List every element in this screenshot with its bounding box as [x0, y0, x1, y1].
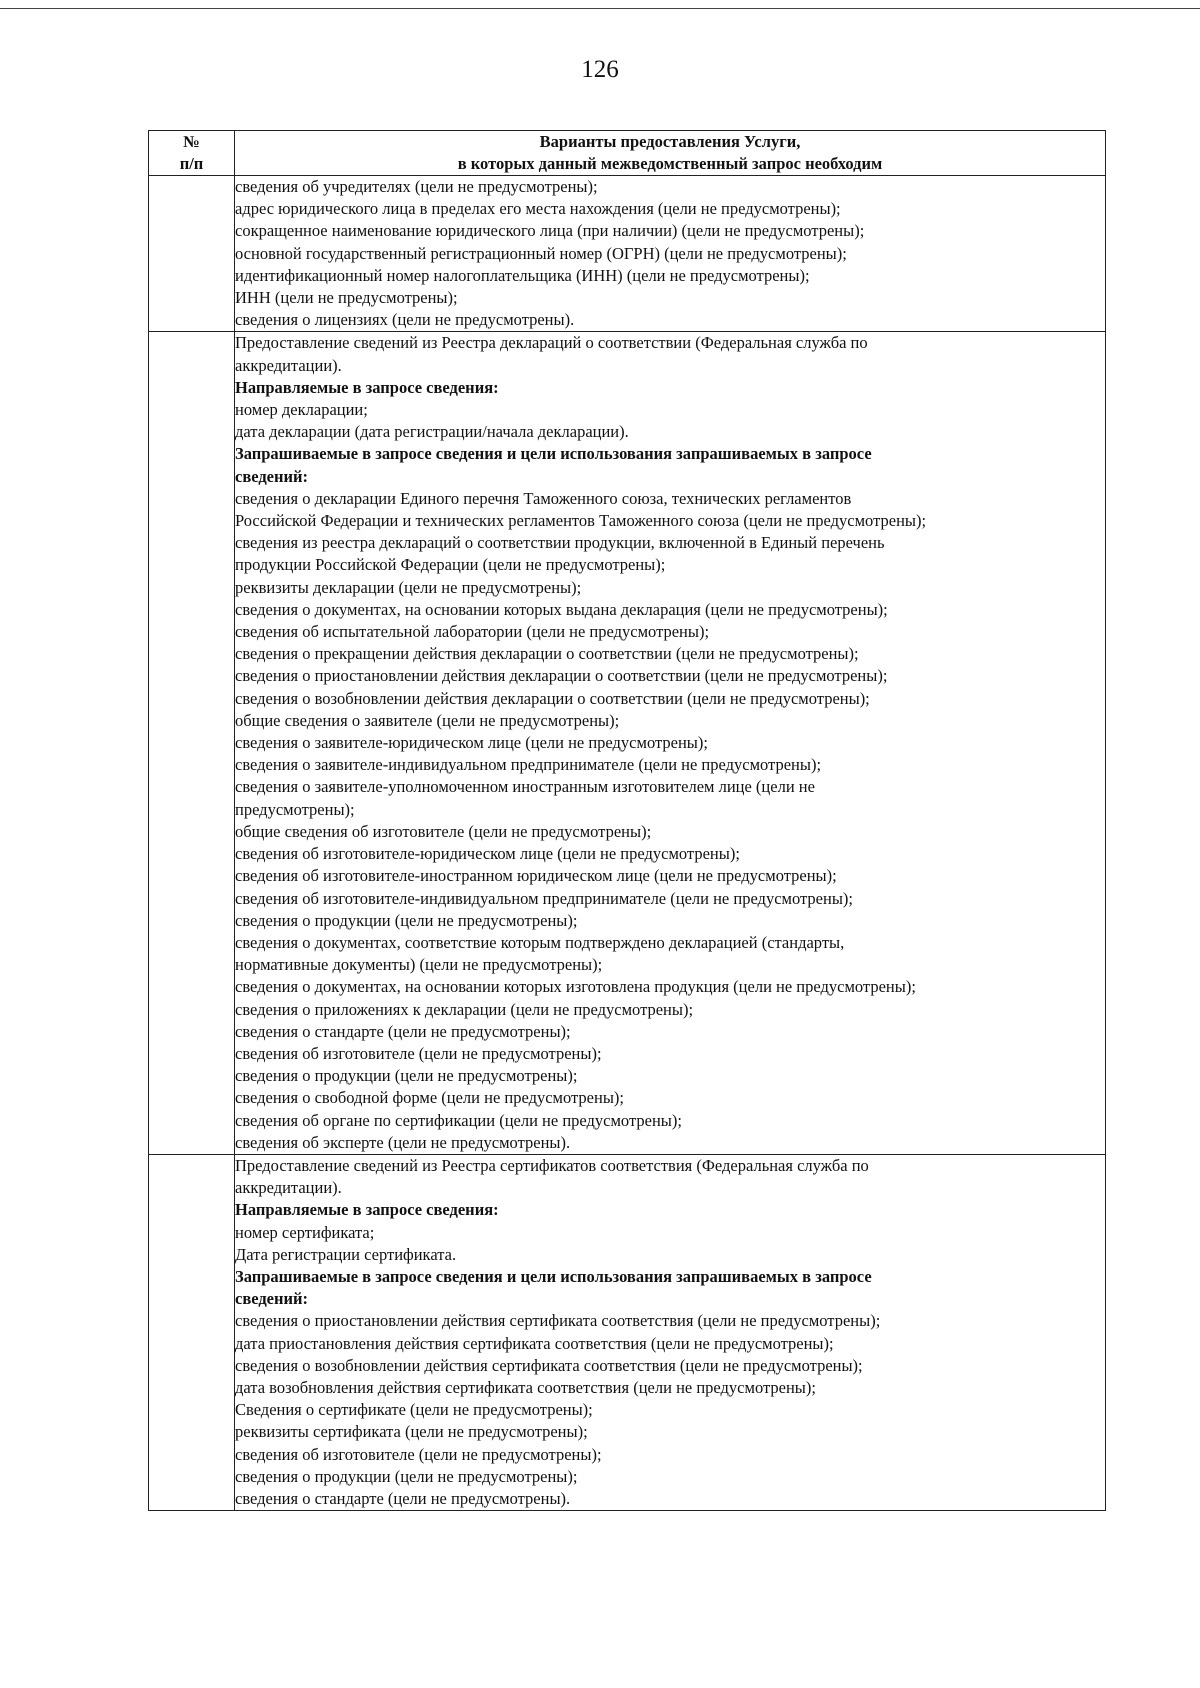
table-row: [149, 176, 1106, 332]
text-line: сведения о стандарте (цели не предусмотрены).: [235, 1488, 571, 1508]
table-row: [149, 332, 1106, 1155]
requests-table: [148, 130, 1106, 1511]
text-line: сведения о прекращении действия декларации о соответствии (цели не предусмотрены);: [235, 644, 859, 664]
text-line: основной государственный регистрационный номер (ОГРН) (цели не предусмотрены);: [235, 243, 847, 263]
text-line: сведения об испытательной лаборатории (цели не предусмотрены);: [235, 622, 710, 642]
variants-header-line: в которых данный межведомственный запрос необходим: [457, 154, 883, 173]
text-line: сведения о приостановлении действия декларации о соответствии (цели не предусмотрены);: [235, 666, 888, 686]
text-line: продукции Российской Федерации (цели не предусмотрены);: [235, 555, 666, 575]
text-line: реквизиты сертификата (цели не предусмотрены);: [235, 1422, 588, 1442]
text-line: Предоставление сведений из Реестра сертификатов соответствия (Федеральная служба по: [235, 1155, 869, 1175]
text-line: сведения о продукции (цели не предусмотрены);: [235, 910, 578, 930]
number-header-line: №: [183, 132, 200, 151]
text-line: Сведения о сертификате (цели не предусмотрены);: [235, 1400, 593, 1420]
number-header-line: п/п: [179, 154, 204, 173]
table-row: [149, 1154, 1106, 1510]
text-line: дата декларации (дата регистрации/начала декларации).: [235, 422, 629, 442]
text-line: ИНН (цели не предусмотрены);: [235, 288, 458, 308]
row-number-cell: [149, 176, 235, 332]
text-line: сведения о возобновлении действия сертификата соответствия (цели не предусмотрены);: [235, 1355, 863, 1375]
text-line: сведения об изготовителе (цели не предусмотрены);: [235, 1043, 602, 1063]
text-line: сведения из реестра деклараций о соответствии продукции, включенной в Единый перечень: [235, 533, 885, 553]
text-line: сведения об изготовителе-юридическом лице (цели не предусмотрены);: [235, 844, 740, 864]
text-line: идентификационный номер налогоплательщика (ИНН) (цели не предусмотрены);: [235, 265, 810, 285]
text-line: предусмотрены);: [235, 799, 355, 819]
page-number: 126: [581, 56, 619, 83]
text-line: сведения о документах, на основании которых изготовлена продукция (цели не предусмотрены);: [235, 977, 916, 997]
text-line: сведения об учредителях (цели не предусмотрены);: [235, 177, 598, 196]
text-line: дата возобновления действия сертификата соответствия (цели не предусмотрены);: [235, 1377, 816, 1397]
text-line: сведения о декларации Единого перечня Таможенного союза, технических регламентов: [235, 488, 852, 508]
text-line: сведения о стандарте (цели не предусмотрены);: [235, 1021, 571, 1041]
section-heading-line: сведений:: [235, 466, 309, 486]
text-line: сведения о документах, соответствие которым подтверждено декларацией (стандарты,: [235, 932, 845, 952]
text-line: аккредитации).: [235, 1178, 342, 1198]
text-line: сведения о лицензиях (цели не предусмотрены).: [235, 310, 575, 330]
text-line: сведения о приостановлении действия сертификата соответствия (цели не предусмотрены);: [235, 1311, 881, 1331]
section-heading-line: Запрашиваемые в запросе сведения и цели использования запрашиваемых в запросе: [235, 1266, 872, 1286]
text-line: Предоставление сведений из Реестра деклараций о соответствии (Федеральная служба по: [235, 333, 868, 353]
table-header-row: [149, 131, 1106, 176]
text-line: сведения о продукции (цели не предусмотрены);: [235, 1066, 578, 1086]
text-line: общие сведения о заявителе (цели не предусмотрены);: [235, 710, 620, 730]
scan-edge-line: [0, 8, 1200, 9]
text-line: сведения о заявителе-уполномоченном иностранным изготовителем лице (цели не: [235, 777, 815, 797]
section-heading-line: Направляемые в запросе сведения:: [235, 377, 499, 397]
text-line: сведения об изготовителе-индивидуальном предпринимателе (цели не предусмотрены);: [235, 888, 853, 908]
text-line: сведения об изготовителе-иностранном юридическом лице (цели не предусмотрены);: [235, 866, 837, 886]
text-line: сведения об эксперте (цели не предусмотрены).: [235, 1132, 571, 1152]
row-number-cell: [149, 1154, 235, 1510]
section-heading-line: Направляемые в запросе сведения:: [235, 1200, 499, 1220]
table-body: [149, 176, 1106, 1511]
text-line: сокращенное наименование юридического лица (при наличии) (цели не предусмотрены);: [235, 221, 865, 241]
text-line: Дата регистрации сертификата.: [235, 1244, 457, 1264]
text-line: номер сертификата;: [235, 1222, 375, 1242]
text-line: сведения об органе по сертификации (цели не предусмотрены);: [235, 1110, 682, 1130]
text-line: нормативные документы) (цели не предусмотрены);: [235, 955, 603, 975]
text-line: номер декларации;: [235, 400, 368, 420]
row-content-cell: [235, 176, 1106, 332]
row-number-cell: [149, 332, 235, 1155]
number-column-header: [149, 131, 235, 176]
variants-header-line: Варианты предоставления Услуги,: [539, 132, 801, 151]
text-line: дата приостановления действия сертификата соответствия (цели не предусмотрены);: [235, 1333, 834, 1353]
text-line: общие сведения об изготовителе (цели не предусмотрены);: [235, 821, 652, 841]
row-content-cell: [235, 332, 1106, 1155]
text-line: Российской Федерации и технических регламентов Таможенного союза (цели не предусмотрены);: [235, 511, 927, 531]
row-content-cell: [235, 1154, 1106, 1510]
section-heading-line: Запрашиваемые в запросе сведения и цели использования запрашиваемых в запросе: [235, 444, 872, 464]
text-line: сведения об изготовителе (цели не предусмотрены);: [235, 1444, 602, 1464]
text-line: сведения о свободной форме (цели не предусмотрены);: [235, 1088, 624, 1108]
text-line: сведения о продукции (цели не предусмотрены);: [235, 1466, 578, 1486]
text-line: сведения о заявителе-индивидуальном предпринимателе (цели не предусмотрены);: [235, 755, 822, 775]
text-line: адрес юридического лица в пределах его места нахождения (цели не предусмотрены);: [235, 199, 841, 219]
text-line: сведения о возобновлении действия декларации о соответствии (цели не предусмотрены);: [235, 688, 870, 708]
section-heading-line: сведений:: [235, 1289, 309, 1309]
text-line: аккредитации).: [235, 355, 342, 375]
text-line: сведения о приложениях к декларации (цели не предусмотрены);: [235, 999, 694, 1019]
text-line: сведения о заявителе-юридическом лице (цели не предусмотрены);: [235, 733, 708, 753]
text-line: сведения о документах, на основании которых выдана декларация (цели не предусмотрены);: [235, 599, 888, 619]
text-line: реквизиты декларации (цели не предусмотрены);: [235, 577, 582, 597]
variants-column-header: [235, 131, 1106, 176]
